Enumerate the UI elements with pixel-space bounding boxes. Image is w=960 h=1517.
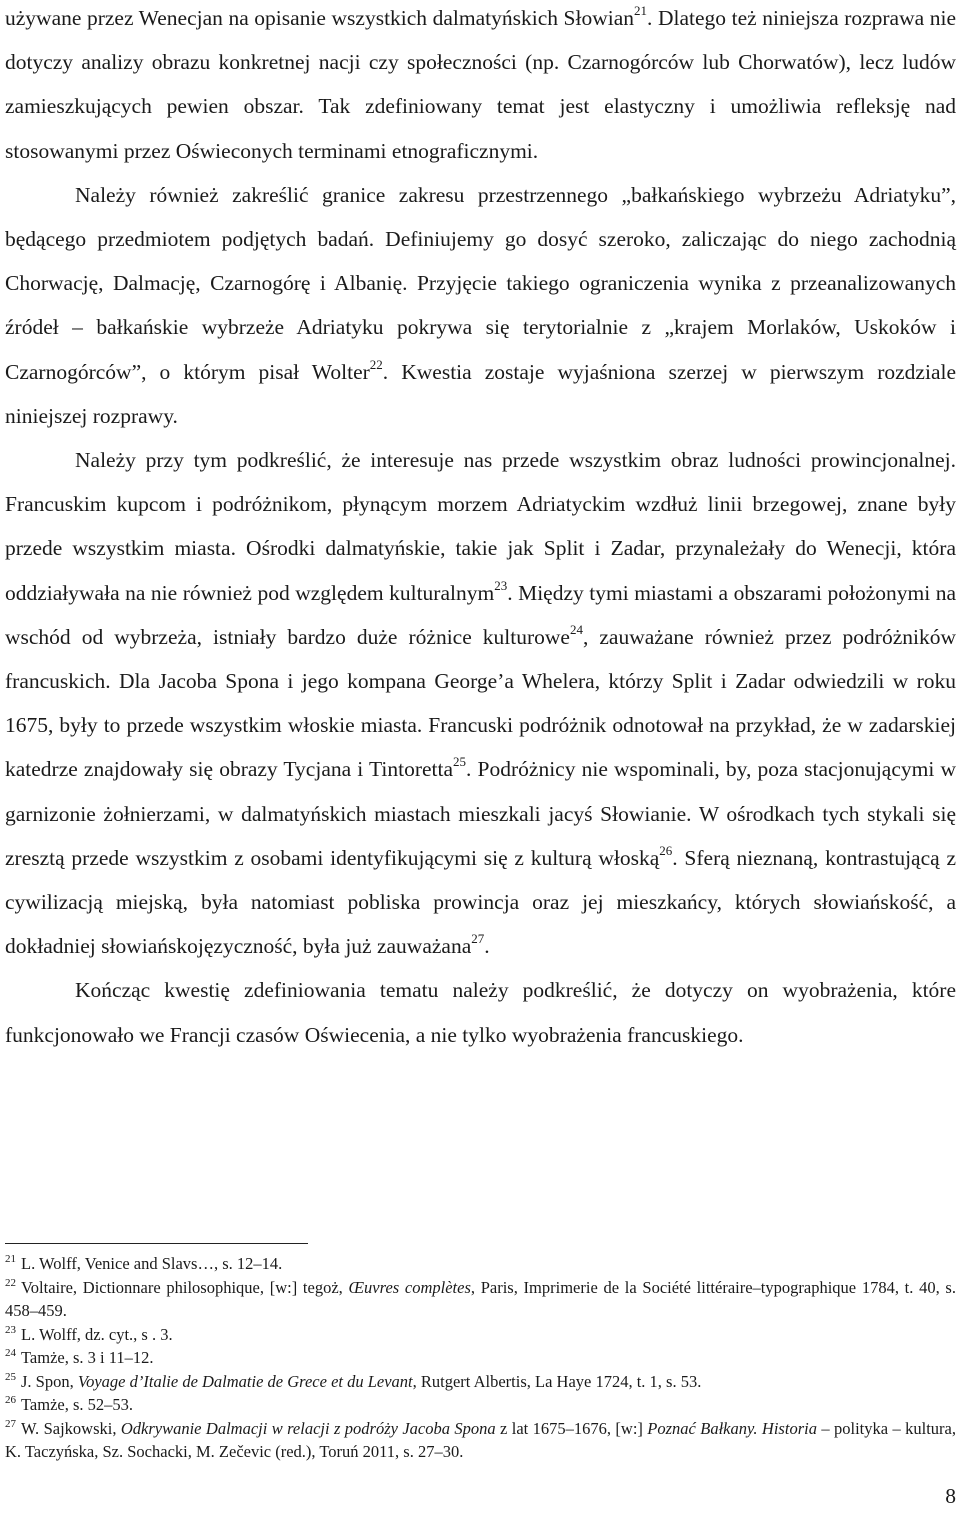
footnote-text: z lat 1675–1676, [w:]: [495, 1418, 648, 1438]
footnote-number: 26: [5, 1394, 16, 1406]
footnote-text: Tamże, s. 3 i 11–12.: [21, 1348, 154, 1367]
text-run: Należy przy tym podkreślić, że interesuje nas przede wszystkim obraz ludności prowincjonalnej. Francuskim kupcom i podróżnikom, płynącym morzem Adriatyckim wzdłuż linii brzegowej, znane były przede wszystkim miasta. Ośrodki dalmatyńskie, takie jak Split i Zadar, przynależały do Wenecji, która oddziaływała na nie również pod względem kulturalnym: [5, 448, 956, 605]
footnote-21: [5, 1252, 956, 1276]
footnote-number: 24: [5, 1347, 16, 1359]
footnote-number: 27: [5, 1417, 16, 1430]
footnote-italic: Œuvres complètes: [348, 1277, 471, 1297]
footnote-ref-27[interactable]: 27: [471, 931, 485, 947]
paragraph-4: Kończąc kwestię zdefiniowania tematu należy podkreślić, że dotyczy on wyobrażenia, które funkcjonowało we Francji czasów Oświecenia, a nie tylko wyobrażenia francuskiego.: [5, 978, 956, 1047]
footnote-ref-23[interactable]: 23: [494, 577, 508, 593]
footnote-italic: Poznać Bałkany. Historia: [647, 1418, 817, 1438]
footnote-text: L. Wolff, dz. cyt., s . 3.: [21, 1324, 173, 1344]
footnote-text: – polityka – kultura, K. Taczyńska, Sz. Sochacki, M. Zečevic (red.), Toruń 2011, s. 27–30.: [5, 1418, 956, 1461]
footnote-text: Voltaire, Dictionnare philosophique, [w:] tegoż,: [21, 1277, 349, 1297]
text-run: . Dlatego też niniejsza rozprawa nie dotyczy analizy obrazu konkretnej nacji czy społeczności (np. Czarnogórców lub Chorwatów), lecz ludów zamieszkujących pewien obszar. Tak zdefiniowany temat jest elastyczny i umożliwia refleksję nad stosowanymi przez Oświeconych terminami etnograficznymi.: [5, 6, 956, 163]
footnote-text: , Paris, Imprimerie de la Société littéraire–typographique 1784, t. 40, s. 458–459.: [5, 1277, 956, 1320]
footnote-25: [5, 1370, 956, 1394]
footnote-23: [5, 1323, 956, 1347]
text-run: , zauważane również przez podróżników francuskich. Dla Jacoba Spona i jego kompana George’a Whelera, którzy Split i Zadar odwiedzili w roku 1675, były to przede wszystkim włoskie miasta. Francuski podróżnik odnotował na przykład, że w zadarskiej katedrze znajdowały się obrazy Tycjana i Tintoretta: [5, 624, 956, 782]
footnote-ref-25[interactable]: 25: [453, 754, 467, 770]
page-number: 8: [945, 1484, 956, 1508]
text-run: . Podróżnicy nie wspominali, by, poza stacjonującymi w garnizonie żołnierzami, w dalmatyńskich miastach mieszkali jacyś Słowianie. W ośrodkach tych stykali się zresztą przede wszystkim z osobami identyfikującymi się z kulturą włoską: [5, 757, 956, 870]
text-run: . Między tymi miastami a obszarami położonymi na wschód od wybrzeża, istniały bardzo duże różnice kulturowe: [5, 580, 956, 649]
footnote-number: 25: [5, 1370, 16, 1383]
footnote-text: L. Wolff, Venice and Slavs…, s. 12–14.: [21, 1254, 283, 1273]
footnote-number: 21: [5, 1253, 16, 1265]
text-run: .: [484, 934, 490, 959]
footnote-number: 22: [5, 1276, 16, 1289]
footnotes: [5, 1252, 956, 1464]
text-run: . Kwestia zostaje wyjaśniona szerzej w pierwszym rozdziale niniejszej rozprawy.: [5, 359, 956, 428]
footnote-ref-22[interactable]: 22: [369, 356, 383, 372]
footnote-text: Tamże, s. 52–53.: [21, 1395, 134, 1414]
text-run: używane przez Wenecjan na opisanie wszystkich dalmatyńskich Słowian: [5, 6, 635, 30]
footnote-number: 23: [5, 1323, 16, 1336]
footnote-text: , Rutgert Albertis, La Haye 1724, t. 1, s. 53.: [412, 1371, 702, 1391]
text-run: Należy również zakreślić granice zakresu przestrzennego „bałkańskiego wybrzeżu Adriatyku”, będącego przedmiotem podjętych badań. Definiujemy go dosyć szeroko, zaliczając do niego zachodnią Chorwację, Dalmację, Czarnogórę i Albanię. Przyjęcie takiego ograniczenia wynika z przeanalizowanych źródeł – bałkańskie wybrzeże Adriatyku pokrywa się terytorialnie z „krajem Morlaków, Uskoków i Czarnogórców”, o którym pisał Wolter: [5, 182, 956, 384]
footnote-22: [5, 1276, 956, 1323]
footnote-separator: [5, 1243, 308, 1244]
footnote-27: [5, 1417, 956, 1464]
footnote-ref-26[interactable]: 26: [659, 842, 673, 858]
paragraph-1: [5, 0, 956, 173]
text-run: . Sferą nieznaną, kontrastującą z cywilizacją miejską, była natomiast pobliska prowincja oraz jej mieszkańcy, których słowiańskość, a dokładniej słowiańskojęzyczność, była już zauważana: [5, 845, 956, 959]
main-text: [5, 0, 956, 1057]
footnote-italic: Voyage d’Italie de Dalmatie de Grece et du Levant: [77, 1371, 413, 1391]
footnote-ref-21[interactable]: 21: [634, 3, 648, 18]
footnote-26: [5, 1393, 956, 1417]
footnote-text: W. Sajkowski,: [21, 1418, 121, 1438]
footnote-italic: Odkrywanie Dalmacji w relacji z podróży Jacoba Spona: [120, 1418, 496, 1438]
paragraph-2: [5, 173, 956, 438]
footnote-text: J. Spon,: [21, 1371, 78, 1391]
paragraph-3: [5, 438, 956, 968]
footnote-24: [5, 1346, 956, 1370]
footnote-ref-24[interactable]: 24: [569, 621, 583, 637]
